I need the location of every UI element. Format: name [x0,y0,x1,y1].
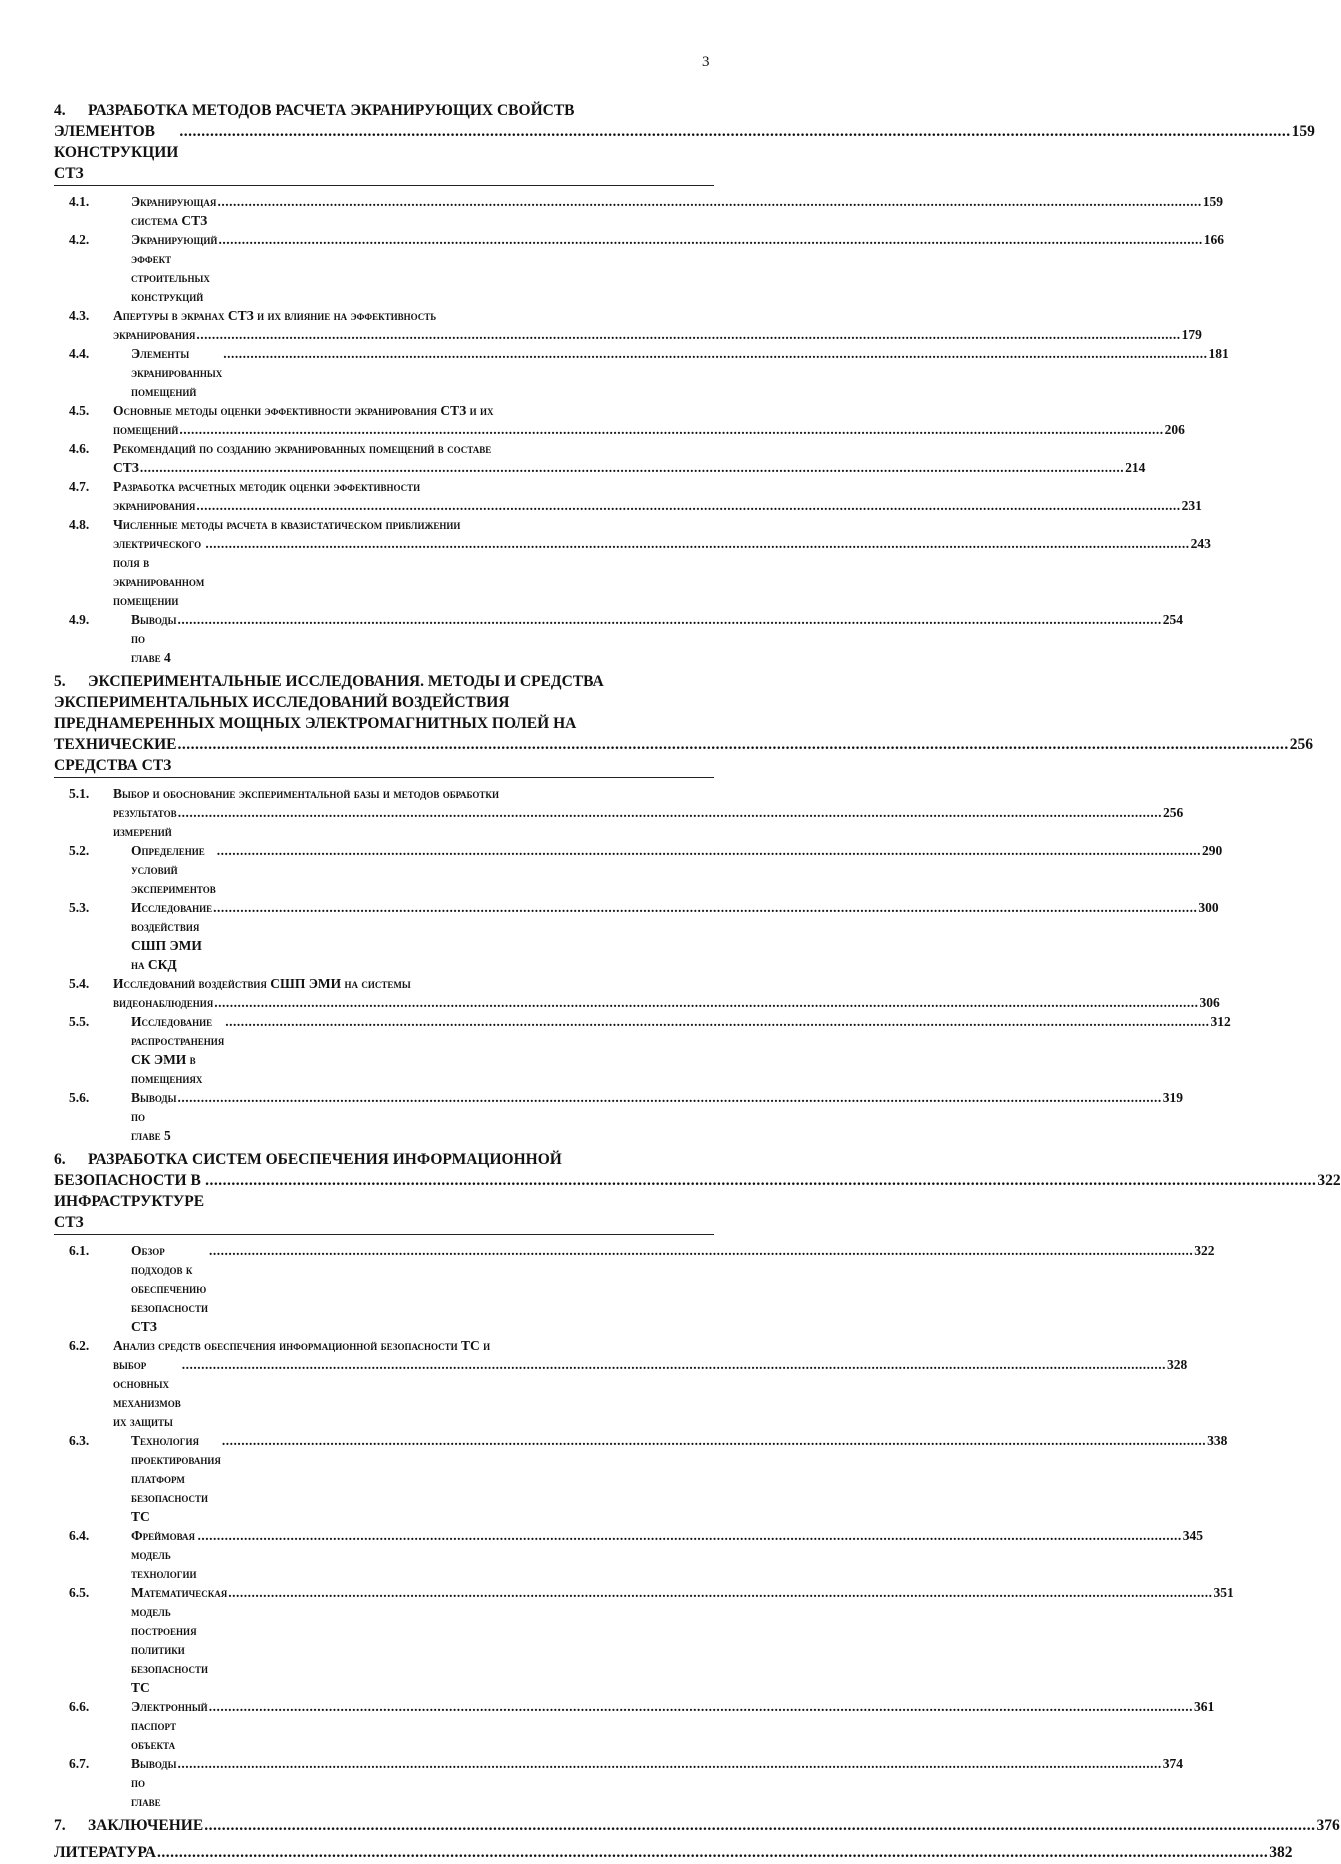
toc-entry-4-5[interactable]: 4.5. Основные методы оценки эффективности экранирования СТЗ и их помещений ..... 206 [54,401,714,439]
toc-entry-6-7[interactable]: 6.7. Выводы по главе ..... 374 [54,1754,714,1811]
toc-entry-6-6[interactable]: 6.6. Электронный паспорт объекта ..... 361 [54,1697,714,1754]
page-ref: 256 [1289,736,1314,753]
chapter-6-sections [54,1241,1234,1811]
toc-entry-4-4[interactable]: 4.4. Элементы экранированных помещений ..... 181 [54,344,714,401]
literature-heading[interactable]: ЛИТЕРАТУРА ..... 382 [54,1842,714,1864]
toc-entry-4-1[interactable]: 4.1. Экранирующая система СТЗ ..... 159 [54,192,714,230]
toc-entry-6-3[interactable]: 6.3. Технология проектирования платформ безопасности ТС ..... 338 [54,1431,714,1526]
toc-entry-4-2[interactable]: 4.2. Экранирующий эффект строительных конструкций ..... 166 [54,230,714,306]
page-ref: 382 [1269,1844,1293,1861]
toc-entry-4-8[interactable]: 4.8. Численные методы расчета в квазистатическом приближении электрического поля в экранированном помещении ..... 243 [54,515,714,610]
chapter-7-heading[interactable]: 7. ЗАКЛЮЧЕНИЕ ..... 376 [54,1815,714,1837]
toc-entry-5-2[interactable]: 5.2. Определение условий экспериментов ..... 290 [54,841,714,898]
page-ref: 322 [1317,1172,1341,1189]
toc-entry-6-1[interactable]: 6.1. Обзор подходов к обеспечению безопасности СТЗ ..... 322 [54,1241,714,1336]
page-ref: 159 [1291,123,1315,140]
page-number: 3 [702,54,710,70]
chapter-5-sections [54,784,1231,1145]
toc-entry-5-5[interactable]: 5.5. Исследование распространения СК ЭМИ в помещениях ..... 312 [54,1012,714,1088]
toc-entry-6-2[interactable]: 6.2. Анализ средств обеспечения информационной безопасности ТС и выбор основных механизмов их защиты ..... 328 [54,1336,714,1431]
toc-entry-5-6[interactable]: 5.6. Выводы по главе 5 ..... 319 [54,1088,714,1145]
chapter-5-heading[interactable]: 5. ЭКСПЕРИМЕНТАЛЬНЫЕ ИССЛЕДОВАНИЯ. МЕТОДЫ И СРЕДСТВА ЭКСПЕРИМЕНТАЛЬНЫХ ИССЛЕДОВАНИЙ ВОЗДЕЙСТВИЯ ПРЕДНАМЕРЕННЫХ МОЩНЫХ ЭЛЕКТРОМАГНИТНЫХ ПОЛЕЙ НА ТЕХНИЧЕСКИЕ СРЕДСТВА СТЗ ..... 256 [54,671,714,778]
chapter-4-heading[interactable]: 4. РАЗРАБОТКА МЕТОДОВ РАСЧЕТА ЭКРАНИРУЮЩИХ СВОЙСТВ ЭЛЕМЕНТОВ КОНСТРУКЦИИ СТЗ ..... 159 [54,100,714,186]
chapter-6-heading[interactable]: 6. РАЗРАБОТКА СИСТЕМ ОБЕСПЕЧЕНИЯ ИНФОРМАЦИОННОЙ БЕЗОПАСНОСТИ В ИНФРАСТРУКТУРЕ СТЗ ..... 322 [54,1149,714,1235]
toc-entry-4-7[interactable]: 4.7. Разработка расчетных методик оценки эффективности экранирования ..... 231 [54,477,714,515]
toc-entry-6-4[interactable]: 6.4. Фреймовая модель технологии ..... 345 [54,1526,714,1583]
toc-entry-5-4[interactable]: 5.4. Исследований воздействия СШП ЭМИ на системы видеонаблюдения ..... 306 [54,974,714,1012]
page-ref: 376 [1316,1817,1340,1834]
toc-entry-4-6[interactable]: 4.6. Рекомендаций по созданию экранированных помещений в составе СТЗ ..... 214 [54,439,714,477]
toc-entry-4-3[interactable]: 4.3. Апертуры в экранах СТЗ и их влияние на эффективность экранирования ..... 179 [54,306,714,344]
toc-entry-4-9[interactable]: 4.9. Выводы по главе 4 ..... 254 [54,610,714,667]
chapter-4-sections [54,192,1229,667]
toc-entry-6-5[interactable]: 6.5. Математическая модель построения политики безопасности ТС ..... 351 [54,1583,714,1697]
table-of-contents [54,100,1341,1864]
toc-entry-5-3[interactable]: 5.3. Исследование воздействия СШП ЭМИ на СКД ..... 300 [54,898,714,974]
toc-entry-5-1[interactable]: 5.1. Выбор и обоснование экспериментальной базы и методов обработки результатов измерений ..... 256 [54,784,714,841]
